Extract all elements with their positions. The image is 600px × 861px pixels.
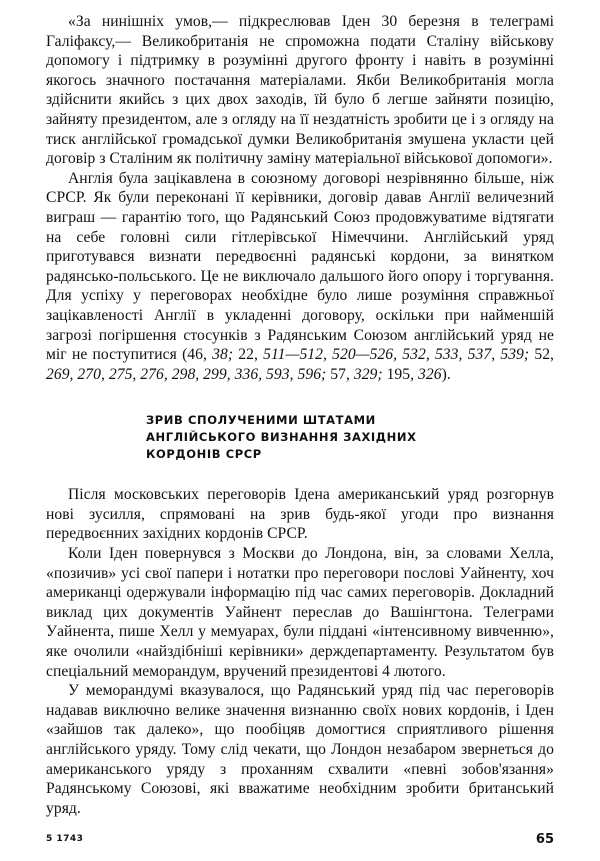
ref-plain-h: 195, — [382, 365, 419, 383]
page-content — [46, 12, 554, 818]
body-paragraph-2 — [46, 169, 554, 385]
section-heading-line-3: КОРДОНІВ СРСР — [146, 447, 262, 462]
body-paragraph-3: Після московських переговорів Ідена американський уряд розгорнув нові зусилля, спрямовані на зрив будь-якої угоди про визнання передвоєнних західних кордонів СРСР. — [46, 486, 554, 543]
page-number: 65 — [535, 832, 554, 847]
section-heading — [146, 412, 554, 463]
section-heading-line-2: АНГЛІЙСЬКОГО ВИЗНАННЯ ЗАХІДНИХ — [146, 430, 417, 445]
ref-italic-g: 329; — [353, 365, 383, 383]
quote-paragraph: «За нинішніх умов,— підкреслював Іден 30 березня в телеграмі Галіфаксу,— Великобританія не спроможна подати Сталіну військову допомогу і підтримку в розумінні другого фронту і навіть в розумінні якогось значного постачання матеріалами. Якби Великобританія могла здійснити якийсь з цих двох заходів, їй було б легше зайняти позицію, зайняту президентом, але з огляду на її нездатність зробити це і з огляду на тиск англійської громадської думки Великобританія змушена укласти цей договір з Сталіним як політичну заміну матеріальної військової допомоги». — [46, 13, 554, 168]
ref-italic-a: 38; — [212, 346, 234, 364]
section-heading-line-1: ЗРИВ СПОЛУЧЕНИМИ ШТАТАМИ — [146, 413, 376, 428]
ref-plain-d: 52, — [529, 346, 554, 364]
ref-plain-b: 22, — [233, 346, 264, 364]
body-paragraph-5: У меморандумі вказувалося, що Радянський уряд під час переговорів надавав виключно велике значення визнанню своїх нових кордонів, і Іден «зайшов так далеко», що пообіцяв домогтися сприятливого рішення англійського уряду. Тому слід чекати, що Лондон незабаром звернеться до американського уряду з проханням схвалити «певні зобов'язання» Радянському Союзові, які вважатиме необхідним зробити британський уряд. — [46, 682, 554, 817]
ref-italic-c: 511—512, 520—526, 532, 533, 537, 539; — [263, 346, 530, 364]
body-paragraph-4: Коли Іден повернувся з Москви до Лондона, він, за словами Хелла, «позичив» усі свої папери і нотатки про переговори послові Уайненту, хоч американці одержували інформацію під час самих переговорів. Докладний виклад цих документів Уайнент переслав до Вашінгтона. Телеграми Уайнента, пише Хелл у мемуарах, були піддані «інтенсивному вивченню», яке очолили «найздібніші керівники» держдепартаменту. Результатом був спеціальний меморандум, вручений президентові 4 лютого. — [46, 545, 554, 680]
ref-italic-i: 326 — [418, 365, 442, 383]
ref-italic-e: 269, 270, 275, 276, 298, 299, 336, 593, 596; — [46, 365, 327, 383]
paragraph-2-text: Англія була зацікавлена в союзному договорі незрівнянно більше, ніж СРСР. Як були переконані її керівники, договір давав Англії величезний виграш — гарантію того, що Радянський Союз продовжуватиме відтягати на себе головні сили гітлерівської Німеччини. Англійський уряд приготувався визнати передвоєнні радянські кордони, за винятком радянсько-польського. Це не виключало дальшого його опору і торгування. Для успіху у переговорах необхідне було лише розуміння справжньої зацікавленості Англії в укладенні договору, оскільки при найменшій загрозі погіршення стосунків з Радянським Союзом англійський уряд не міг не поступитися (46, — [46, 169, 554, 364]
ref-plain-f: 57, — [326, 365, 354, 383]
ref-plain-j: ). — [441, 365, 451, 383]
printer-signature: 5 1743 — [46, 834, 84, 844]
